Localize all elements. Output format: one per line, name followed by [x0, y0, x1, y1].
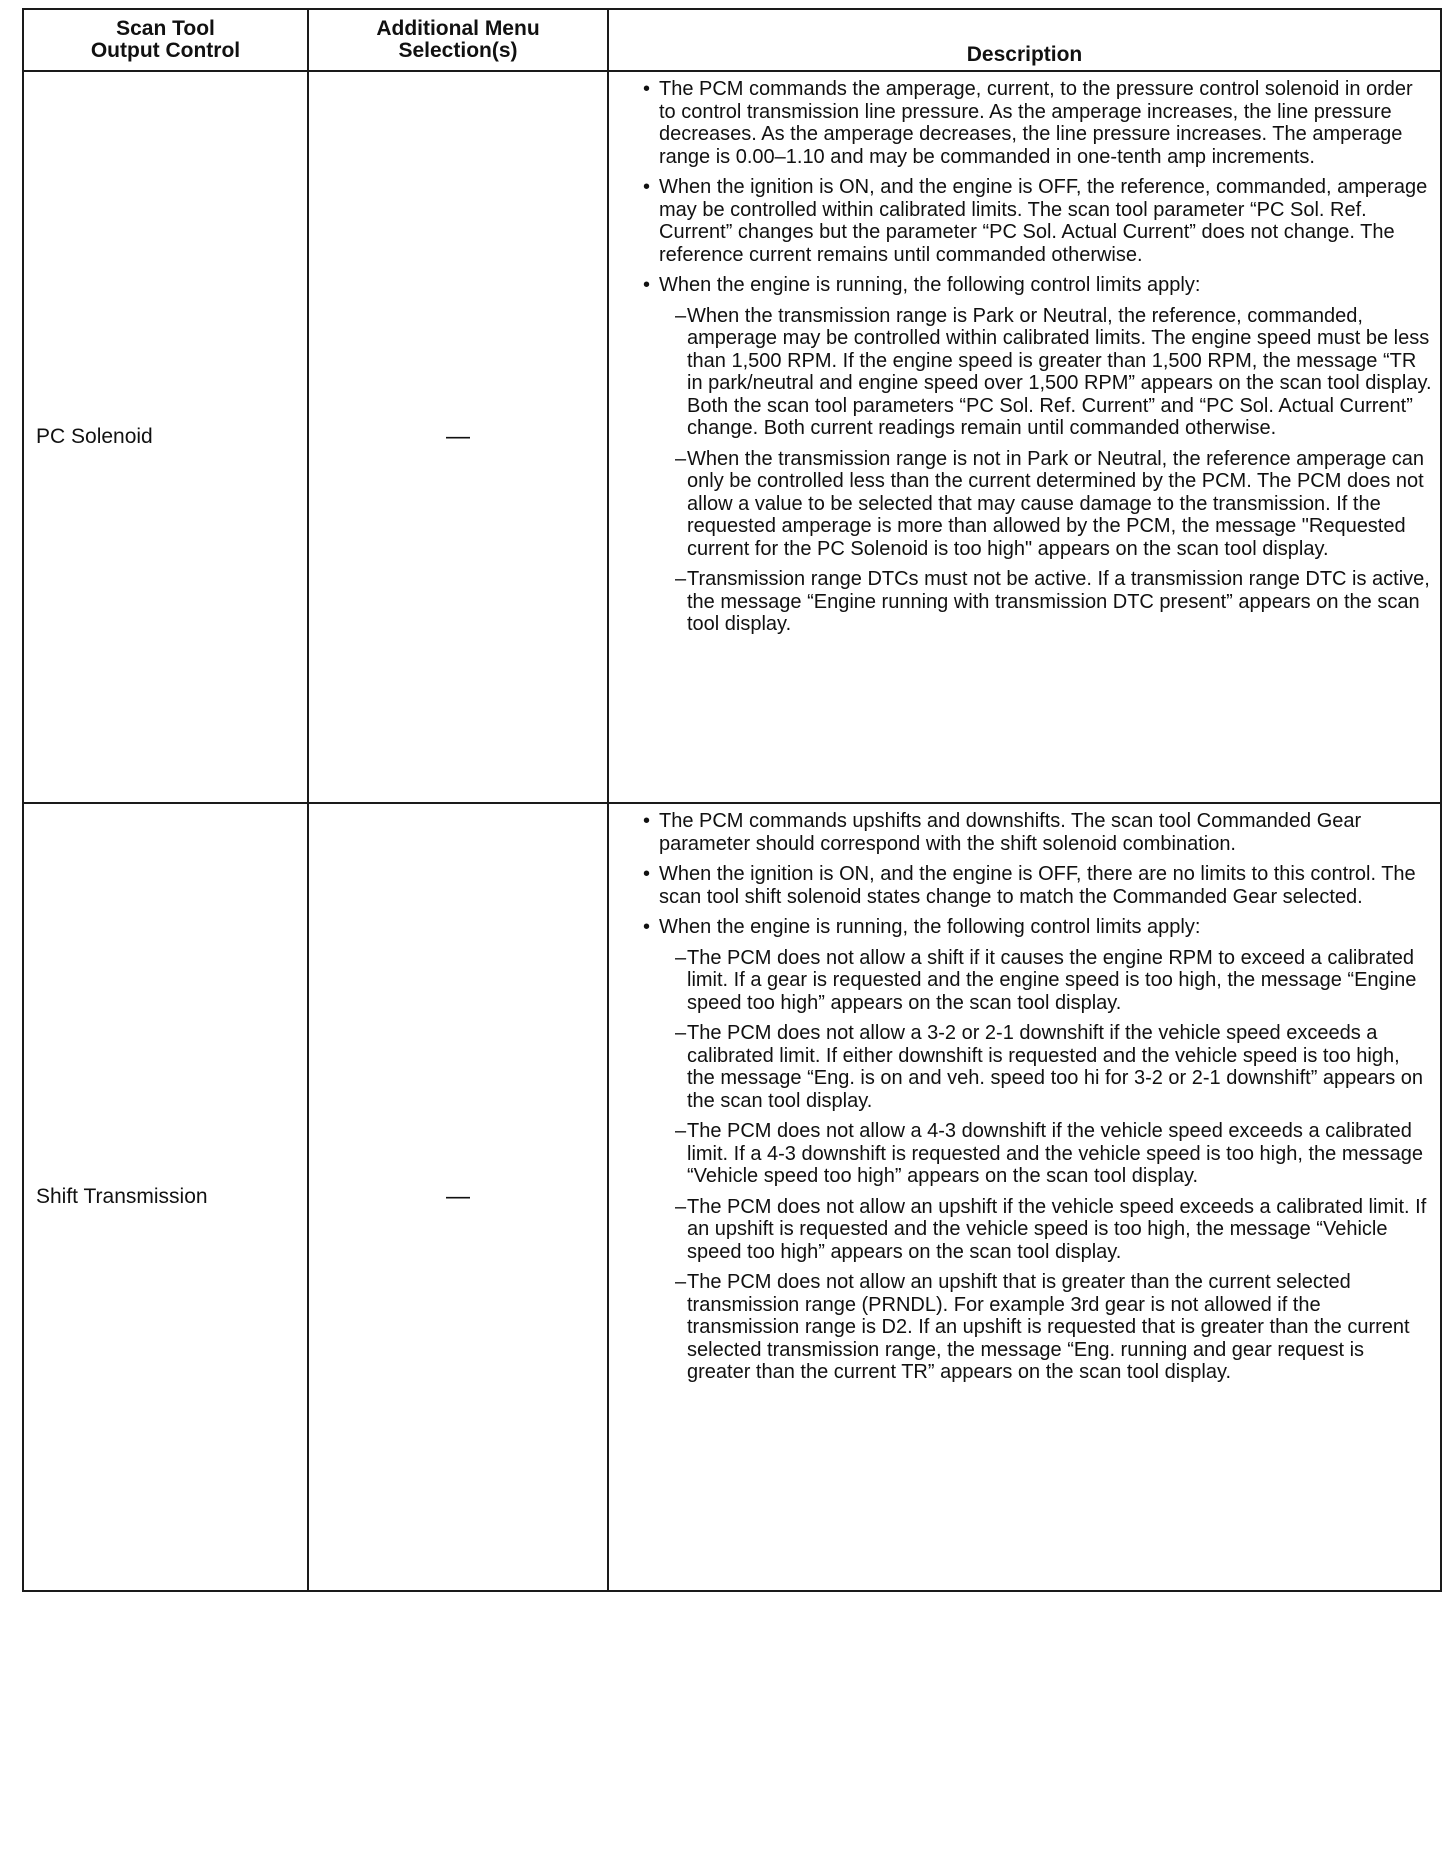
sub-item-text: Transmission range DTCs must not be active. If a transmission range DTC is active, the message “Engine running with transmission DTC present” appears on the scan tool display.: [687, 568, 1430, 635]
header-col2-line2: Selection(s): [398, 39, 518, 62]
sub-item: [617, 947, 1432, 1015]
header-description: [608, 9, 1441, 71]
sub-item: [617, 305, 1432, 440]
bullet-item: • The PCM commands upshifts and downshifts. The scan tool Commanded Gear parameter should correspond with the shift solenoid combination.: [617, 810, 1432, 855]
sub-item-text: The PCM does not allow an upshift that is greater than the current selected transmission range (PRNDL). For example 3rd gear is not allowed if the transmission range is D2. If an upshift is requested that is greater than the current selected transmission range, the message “Eng. running and gear request is greater than the current TR” appears on the scan tool display.: [687, 1271, 1410, 1383]
sub-item: [617, 1022, 1432, 1112]
bullet-item: • When the engine is running, the following control limits apply:: [617, 916, 1432, 939]
sub-item-text: The PCM does not allow a shift if it causes the engine RPM to exceed a calibrated limit. If a gear is requested and the engine speed is too high, the message “Engine speed too high” appears on the scan tool display.: [687, 946, 1417, 1014]
header-col2-line1: Additional Menu: [376, 17, 540, 40]
sub-item-text: The PCM does not allow a 3-2 or 2-1 downshift if the vehicle speed exceeds a calibrated limit. If either downshift is requested and the vehicle speed is too high, the message “Eng. is on and veh. speed too hi for 3-2 or 2-1 downshift” appears on the scan tool display.: [687, 1022, 1423, 1112]
sub-item: [617, 1271, 1432, 1384]
dash-icon: –: [675, 1120, 687, 1142]
header-scan-tool-output-control: [23, 9, 308, 71]
sub-item: [617, 1120, 1432, 1188]
header-col1-line2: Output Control: [90, 39, 241, 62]
bullet-item: • When the engine is running, the following control limits apply:: [617, 274, 1432, 297]
header-col1-line1: Scan Tool: [116, 17, 215, 40]
description-cell: [608, 803, 1441, 1591]
bullet-item: • The PCM commands the amperage, current, to the pressure control solenoid in order to control transmission line pressure. As the amperage increases, the line pressure decreases. As the amperage decreases, the line pressure increases. The amperage range is 0.00–1.10 and may be commanded in one-tenth amp increments.: [617, 78, 1432, 168]
dash-icon: –: [675, 1271, 687, 1293]
table-row-shift-transmission: [23, 803, 1441, 1591]
sub-item-text: When the transmission range is Park or Neutral, the reference, commanded, amperage may be controlled within calibrated limits. The engine speed must be less than 1,500 RPM. If the engine speed is greater than 1,500 RPM, the message “TR in park/neutral and engine speed over 1,500 RPM” appears on the scan tool display. Both the scan tool parameters “PC Sol. Ref. Current” and “PC Sol. Actual Current” change. Both current readings remain until commanded otherwise.: [687, 304, 1432, 439]
sub-item: [617, 448, 1432, 561]
description-cell: [608, 71, 1441, 803]
dash-icon: –: [675, 304, 687, 327]
header-row: [23, 9, 1441, 71]
document-page: [22, 8, 1440, 1854]
menu-selection: —: [308, 803, 608, 1591]
dash-icon: –: [675, 1195, 687, 1218]
dash-icon: –: [675, 447, 687, 470]
sub-item-text: The PCM does not allow an upshift if the vehicle speed exceeds a calibrated limit. If an upshift is requested and the vehicle speed is too high, the message “Vehicle speed too high” appears on the scan tool display.: [687, 1195, 1427, 1263]
scan-tool-output-control-table: [22, 8, 1442, 1592]
sub-item: [617, 1196, 1432, 1264]
dash-icon: –: [675, 946, 687, 969]
sub-item: [617, 568, 1432, 636]
bullet-item: • When the ignition is ON, and the engine is OFF, there are no limits to this control. The scan tool shift solenoid states change to match the Commanded Gear selected.: [617, 863, 1432, 908]
sub-item-text: When the transmission range is not in Park or Neutral, the reference amperage can only be controlled less than the current determined by the PCM. The PCM does not allow a value to be selected that may cause damage to the transmission. If the requested amperage is more than allowed by the PCM, the message "Requested current for the PC Solenoid is too high" appears on the scan tool display.: [687, 447, 1425, 560]
table-row-pc-solenoid: [23, 71, 1441, 803]
header-additional-menu-selections: [308, 9, 608, 71]
output-control-name: PC Solenoid: [23, 71, 308, 803]
menu-selection: —: [308, 71, 608, 803]
output-control-name: Shift Transmission: [23, 803, 308, 1591]
sub-item-text: The PCM does not allow a 4-3 downshift if the vehicle speed exceeds a calibrated limit. If a 4-3 downshift is requested and the vehicle speed is too high, the message “Vehicle speed too high” appears on the scan tool display.: [687, 1120, 1423, 1187]
bullet-item: • When the ignition is ON, and the engine is OFF, the reference, commanded, amperage may be controlled within calibrated limits. The scan tool parameter “PC Sol. Ref. Current” changes but the parameter “PC Sol. Actual Current” does not change. The reference current remains until commanded otherwise.: [617, 176, 1432, 266]
dash-icon: –: [675, 568, 687, 590]
dash-icon: –: [675, 1022, 687, 1044]
header-col3: Description: [966, 43, 1083, 66]
